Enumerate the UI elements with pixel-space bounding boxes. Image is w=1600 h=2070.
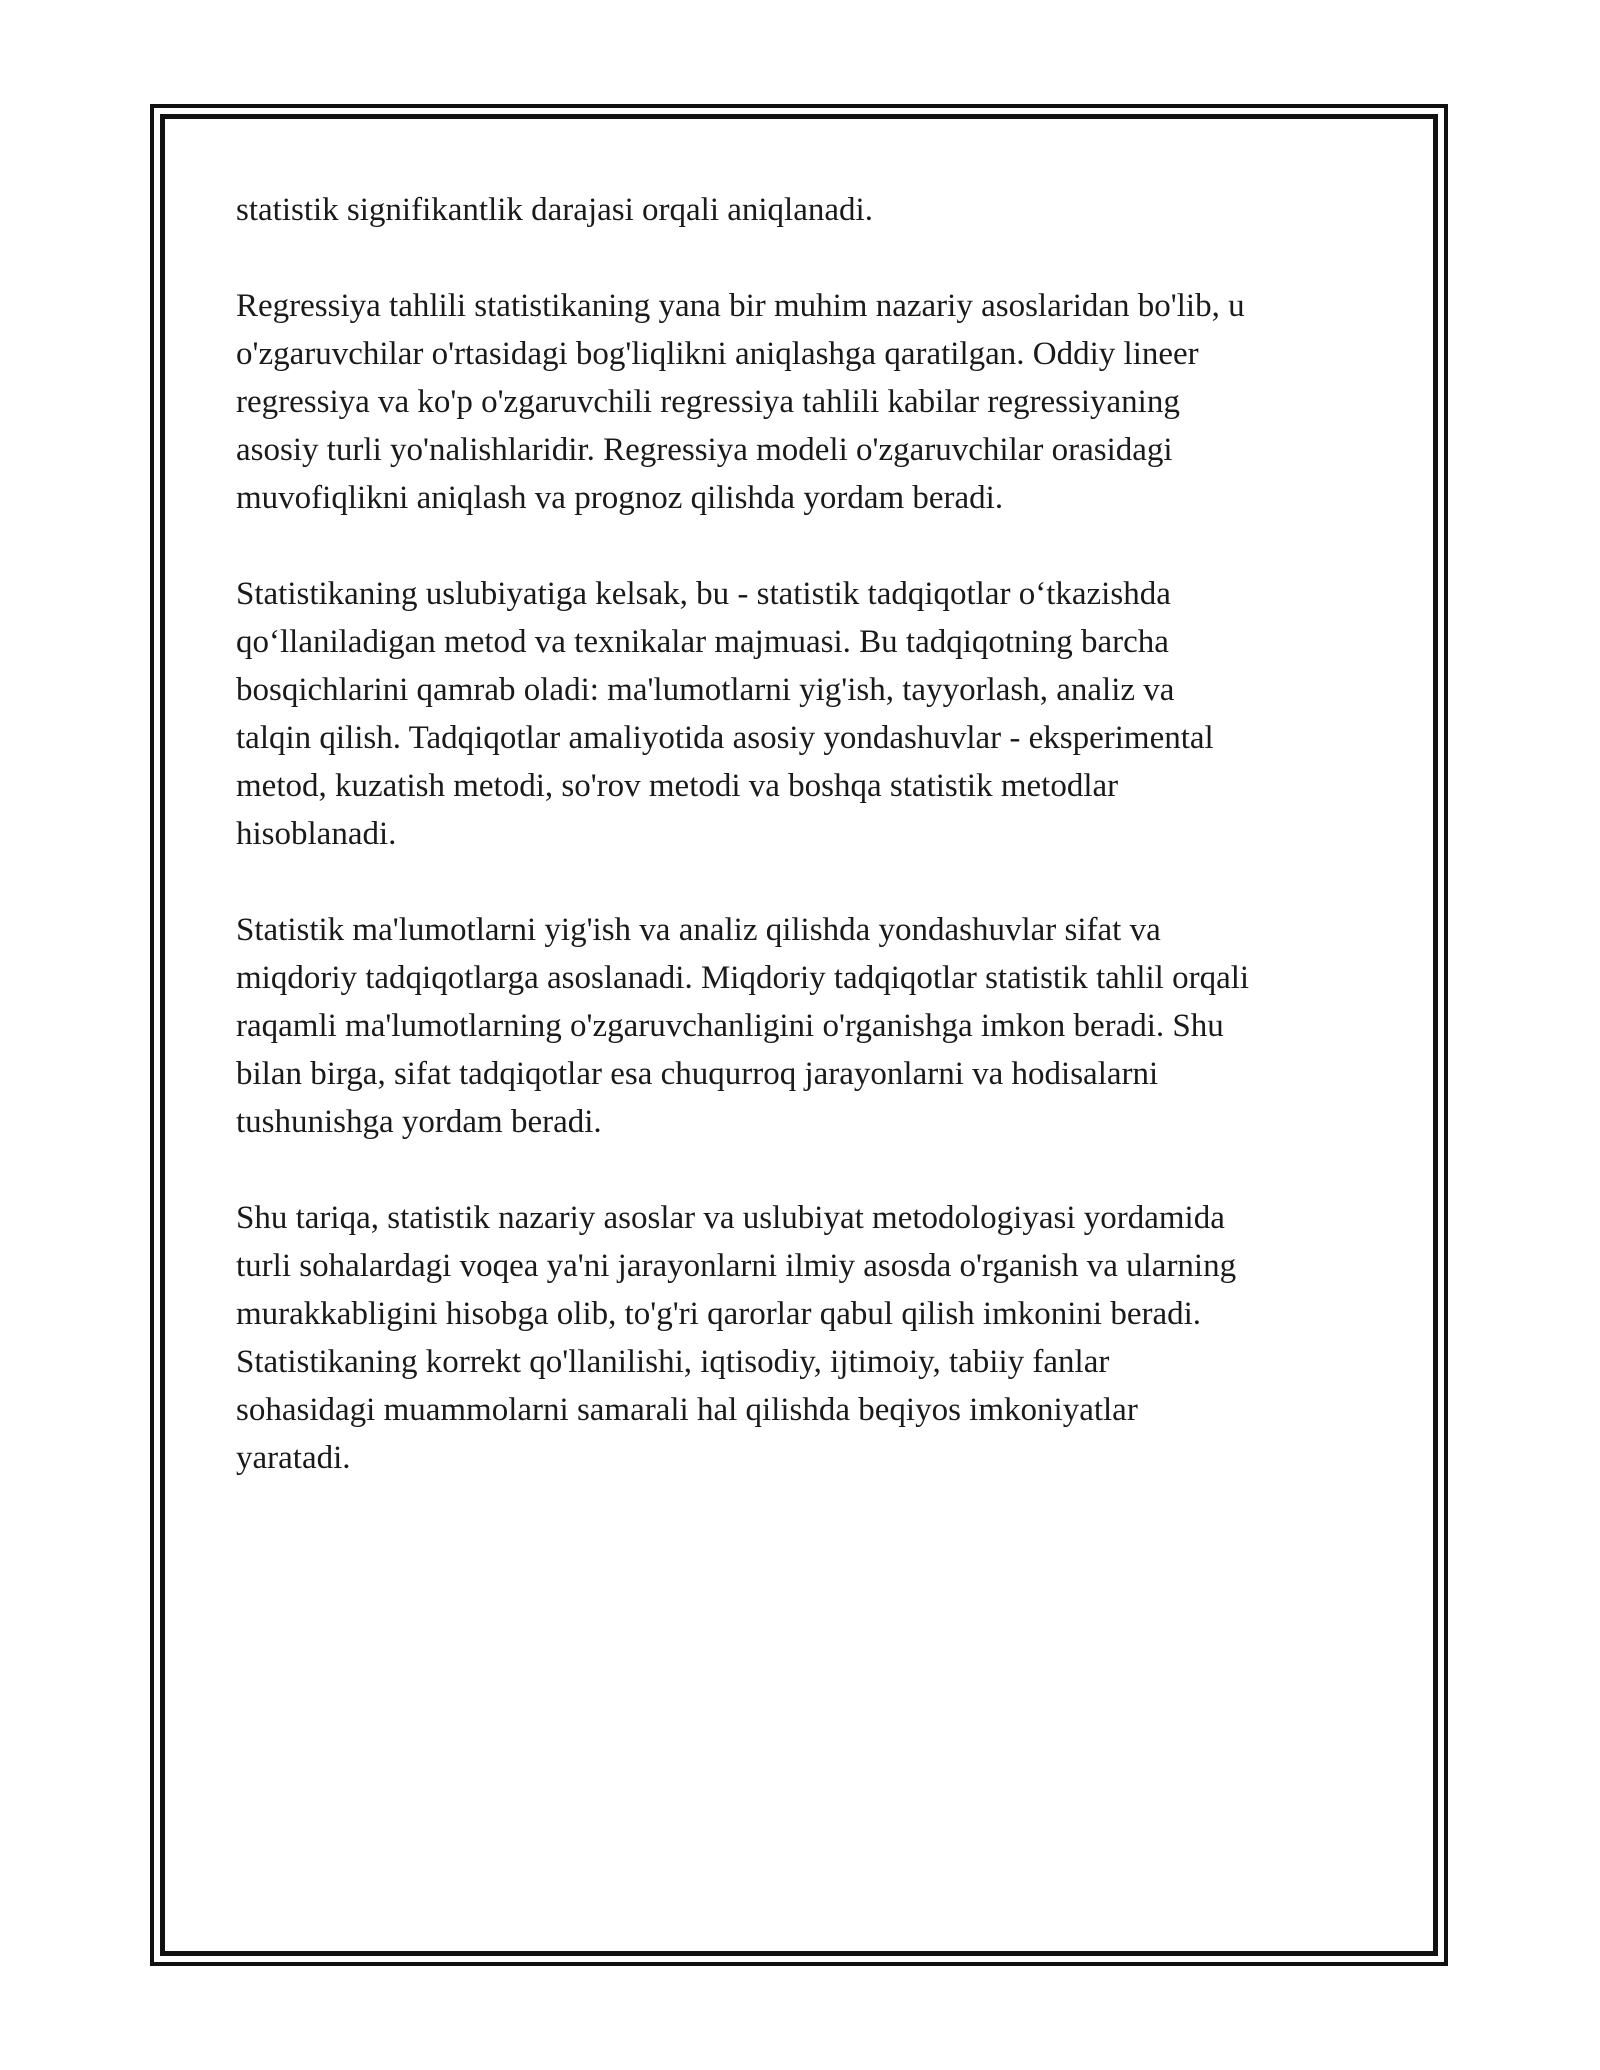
- text-line: bilan birga, sifat tadqiqotlar esa chuqurroq jarayonlarni va hodisalarni: [236, 1056, 1159, 1092]
- text-line: hisoblanadi.: [236, 816, 397, 852]
- document-body: [236, 186, 1376, 1530]
- paragraph-5: [236, 1194, 1376, 1482]
- text-line: talqin qilish. Tadqiqotlar amaliyotida asosiy yondashuvlar - eksperimental: [236, 720, 1214, 756]
- text-line: turli sohalardagi voqea ya'ni jarayonlarni ilmiy asosda o'rganish va ularning: [236, 1248, 1237, 1284]
- text-line: sohasidagi muammolarni samarali hal qilishda beqiyos imkoniyatlar: [236, 1392, 1138, 1428]
- text-line: bosqichlarini qamrab oladi: ma'lumotlarni yig'ish, tayyorlash, analiz va: [236, 672, 1175, 708]
- text-line: Shu tariqa, statistik nazariy asoslar va uslubiyat metodologiyasi yordamida: [236, 1200, 1225, 1236]
- text-line: yaratadi.: [236, 1440, 351, 1476]
- paragraph-3: [236, 570, 1376, 858]
- text-line: metod, kuzatish metodi, so'rov metodi va boshqa statistik metodlar: [236, 768, 1119, 804]
- text-line: Statistik ma'lumotlarni yig'ish va analiz qilishda yondashuvlar sifat va: [236, 912, 1161, 948]
- text-line: Regressiya tahlili statistikaning yana bir muhim nazariy asoslaridan bo'lib, u: [236, 288, 1245, 324]
- paragraph-4: [236, 906, 1376, 1146]
- text-line: Statistikaning korrekt qo'llanilishi, iqtisodiy, ijtimoiy, tabiiy fanlar: [236, 1344, 1110, 1380]
- text-line: o'zgaruvchilar o'rtasidagi bog'liqlikni aniqlashga qaratilgan. Oddiy lineer: [236, 336, 1199, 372]
- text-line: asosiy turli yo'nalishlaridir. Regressiya modeli o'zgaruvchilar orasidagi: [236, 432, 1173, 468]
- text-line: tushunishga yordam beradi.: [236, 1104, 602, 1140]
- text-line: regressiya va ko'p o'zgaruvchili regressiya tahlili kabilar regressiyaning: [236, 384, 1180, 420]
- text-line: Statistikaning uslubiyatiga kelsak, bu - statistik tadqiqotlar o‘tkazishda: [236, 576, 1171, 612]
- text-line: muvofiqlikni aniqlash va prognoz qilishda yordam beradi.: [236, 480, 1004, 516]
- text-line: miqdoriy tadqiqotlarga asoslanadi. Miqdoriy tadqiqotlar statistik tahlil orqali: [236, 960, 1250, 996]
- paragraph-2: [236, 282, 1376, 522]
- text-line: statistik signifikantlik darajasi orqali aniqlanadi.: [236, 192, 873, 228]
- paragraph-1: [236, 186, 1376, 234]
- text-line: murakkabligini hisobga olib, to'g'ri qarorlar qabul qilish imkonini beradi.: [236, 1296, 1202, 1332]
- text-line: qo‘llaniladigan metod va texnikalar majmuasi. Bu tadqiqotning barcha: [236, 624, 1169, 660]
- text-line: raqamli ma'lumotlarning o'zgaruvchanligini o'rganishga imkon beradi. Shu: [236, 1008, 1224, 1044]
